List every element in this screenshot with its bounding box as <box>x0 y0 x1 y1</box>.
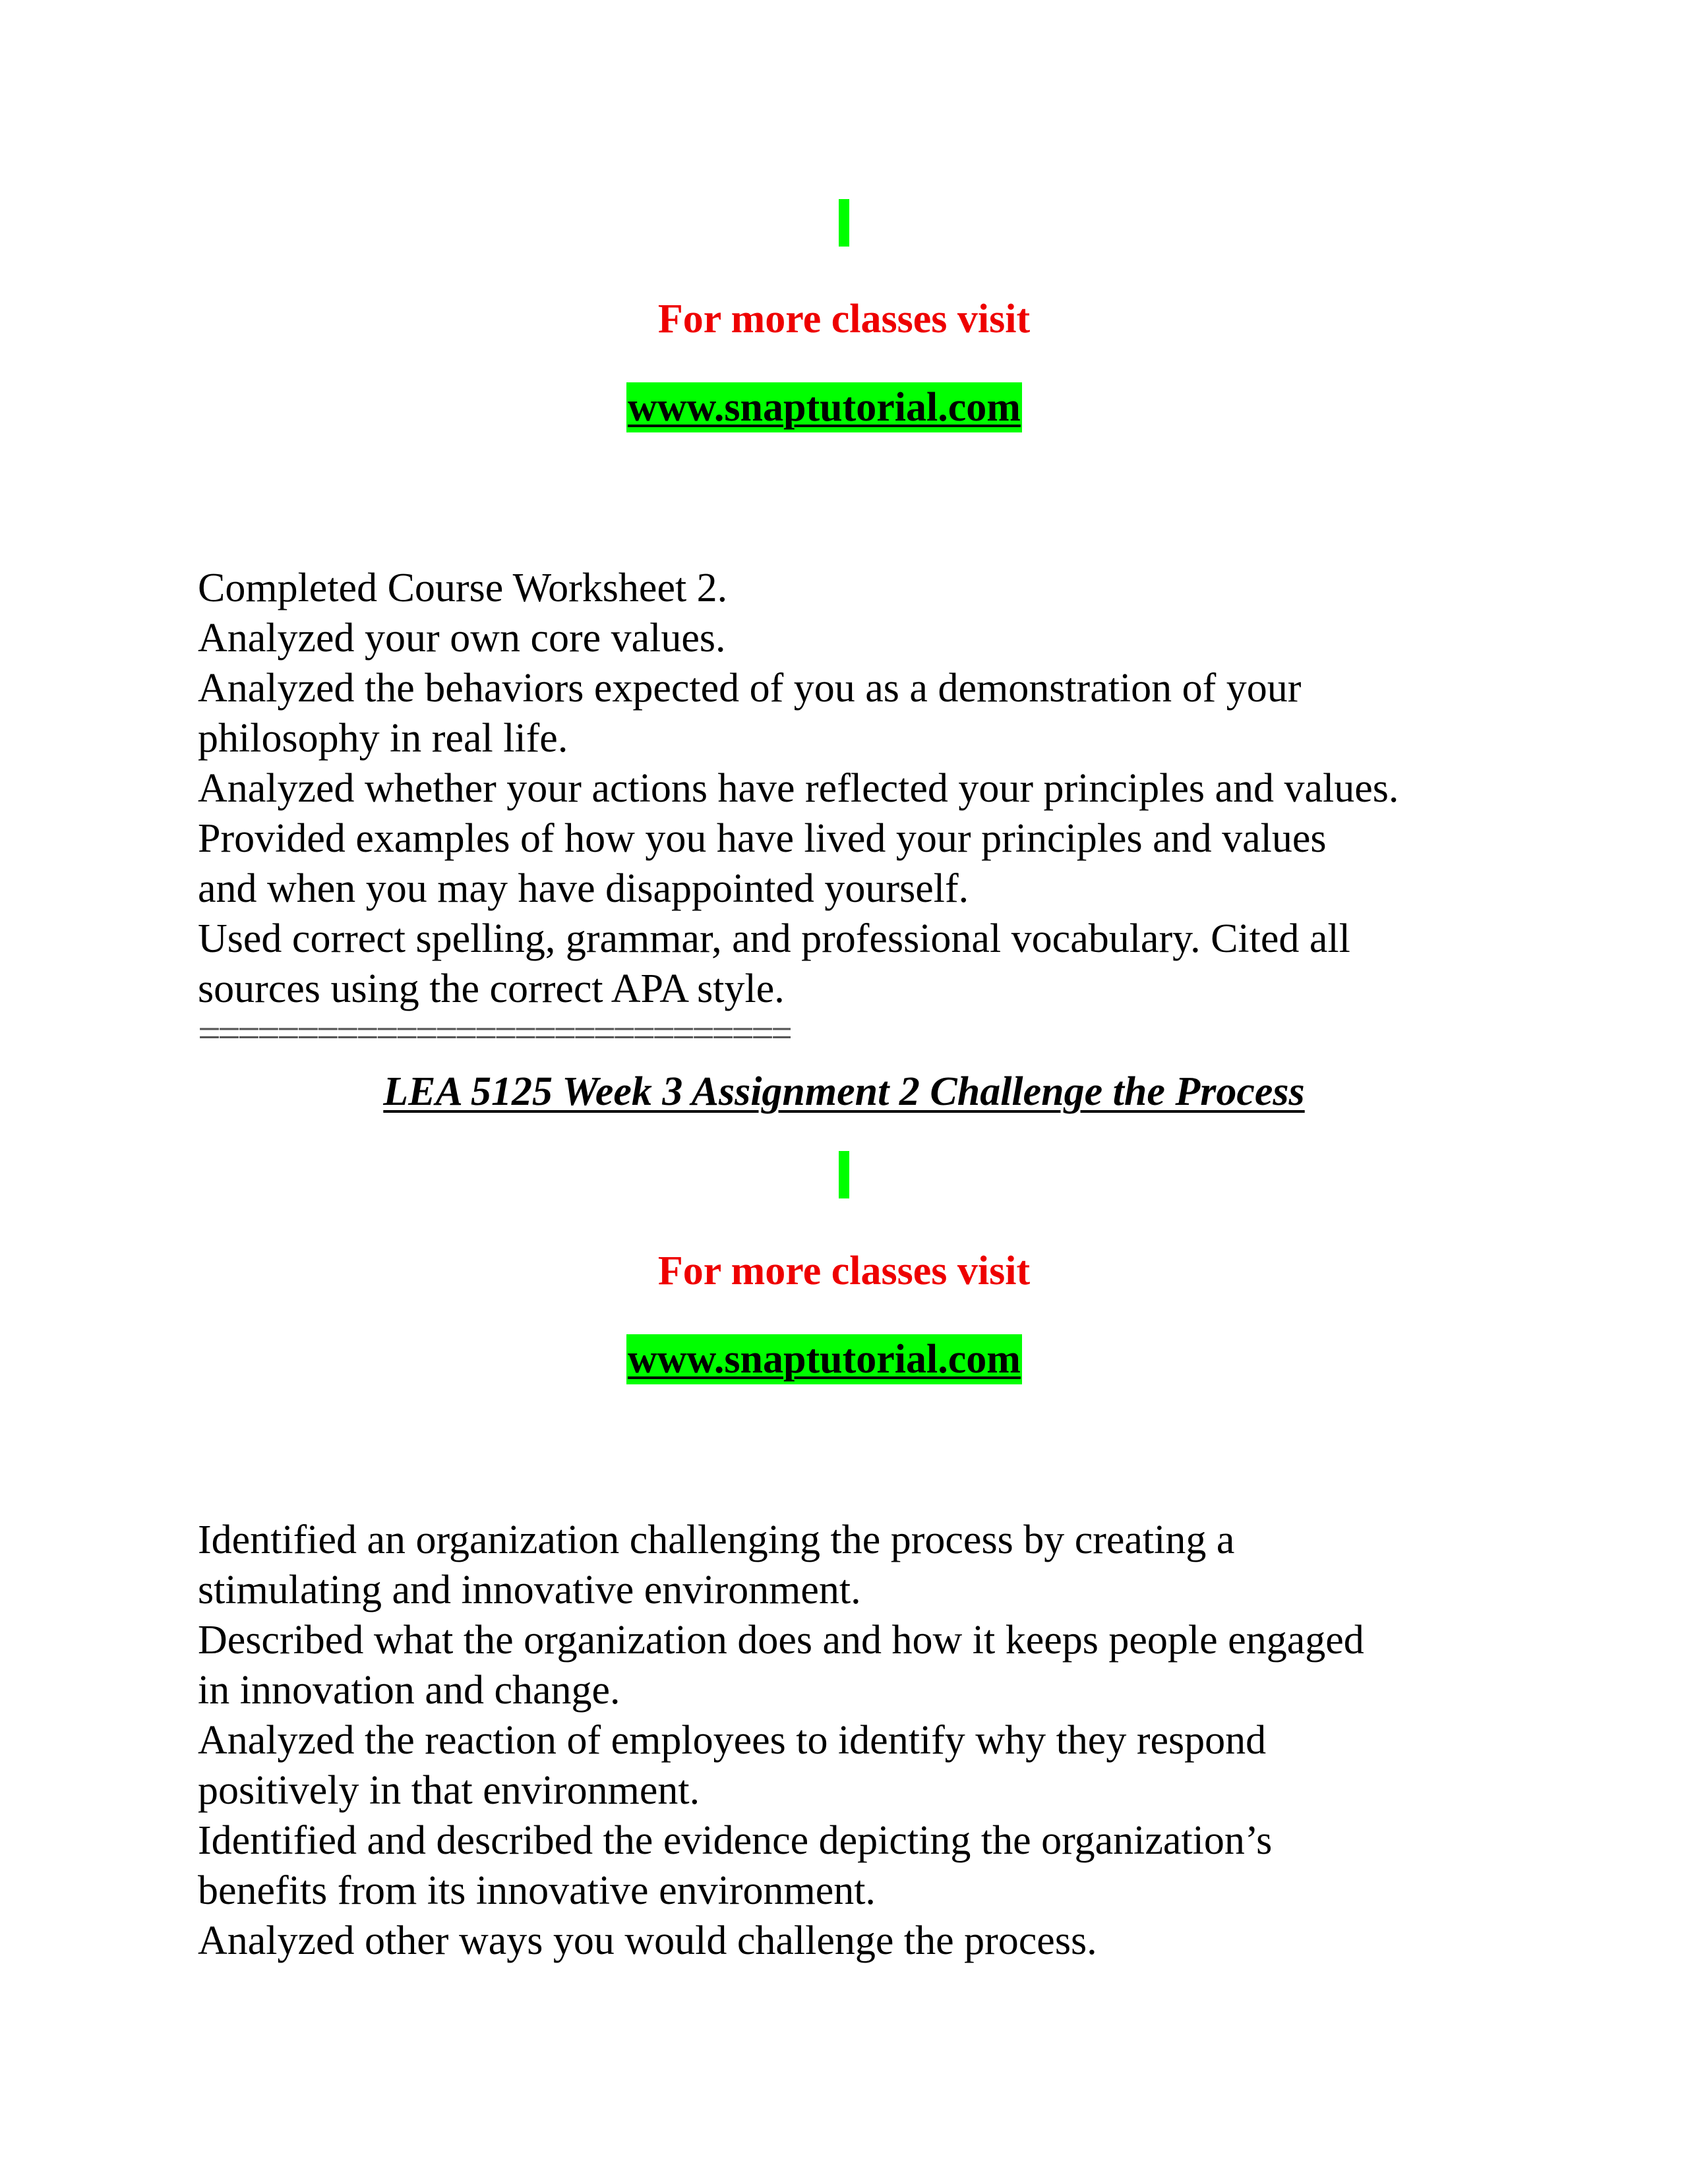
section-2-line: stimulating and innovative environment. <box>198 1568 861 1612</box>
section-2-line: positively in that environment. <box>198 1768 700 1813</box>
section-1-line: Provided examples of how you have lived your principles and values <box>198 816 1327 861</box>
separator-line: ============================== <box>198 1020 791 1047</box>
promo-link-middle[interactable]: www.snaptutorial.com <box>626 1334 1022 1384</box>
section-1-line: Analyzed whether your actions have reflected your principles and values. <box>198 766 1399 811</box>
section-2-line: Described what the organization does and how it keeps people engaged <box>198 1618 1364 1663</box>
section-1-line: sources using the correct APA style. <box>198 966 785 1011</box>
section-1-line: Analyzed your own core values. <box>198 616 726 661</box>
section-1-line: Analyzed the behaviors expected of you as a demonstration of your <box>198 666 1302 711</box>
section-1-line: philosophy in real life. <box>198 716 568 761</box>
section-1-line: Used correct spelling, grammar, and professional vocabulary. Cited all <box>198 916 1350 961</box>
section-1-line: Completed Course Worksheet 2. <box>198 566 728 610</box>
promo-title-top: For more classes visit <box>657 297 1031 341</box>
section-2-line: Identified and described the evidence depicting the organization’s <box>198 1818 1273 1863</box>
section-2-line: in innovation and change. <box>198 1668 620 1713</box>
section-2-line: Analyzed the reaction of employees to identify why they respond <box>198 1718 1267 1763</box>
highlight-marker-middle <box>839 1151 849 1198</box>
section-2-line: Analyzed other ways you would challenge the process. <box>198 1918 1097 1963</box>
highlight-marker-top <box>839 199 849 247</box>
section-2-heading: LEA 5125 Week 3 Assignment 2 Challenge the Process <box>383 1069 1305 1114</box>
promo-title-middle: For more classes visit <box>657 1249 1031 1293</box>
section-1-line: and when you may have disappointed yourself. <box>198 866 969 911</box>
section-2-line: benefits from its innovative environment. <box>198 1868 876 1913</box>
promo-link-top[interactable]: www.snaptutorial.com <box>626 382 1022 432</box>
section-2-line: Identified an organization challenging the process by creating a <box>198 1518 1235 1562</box>
